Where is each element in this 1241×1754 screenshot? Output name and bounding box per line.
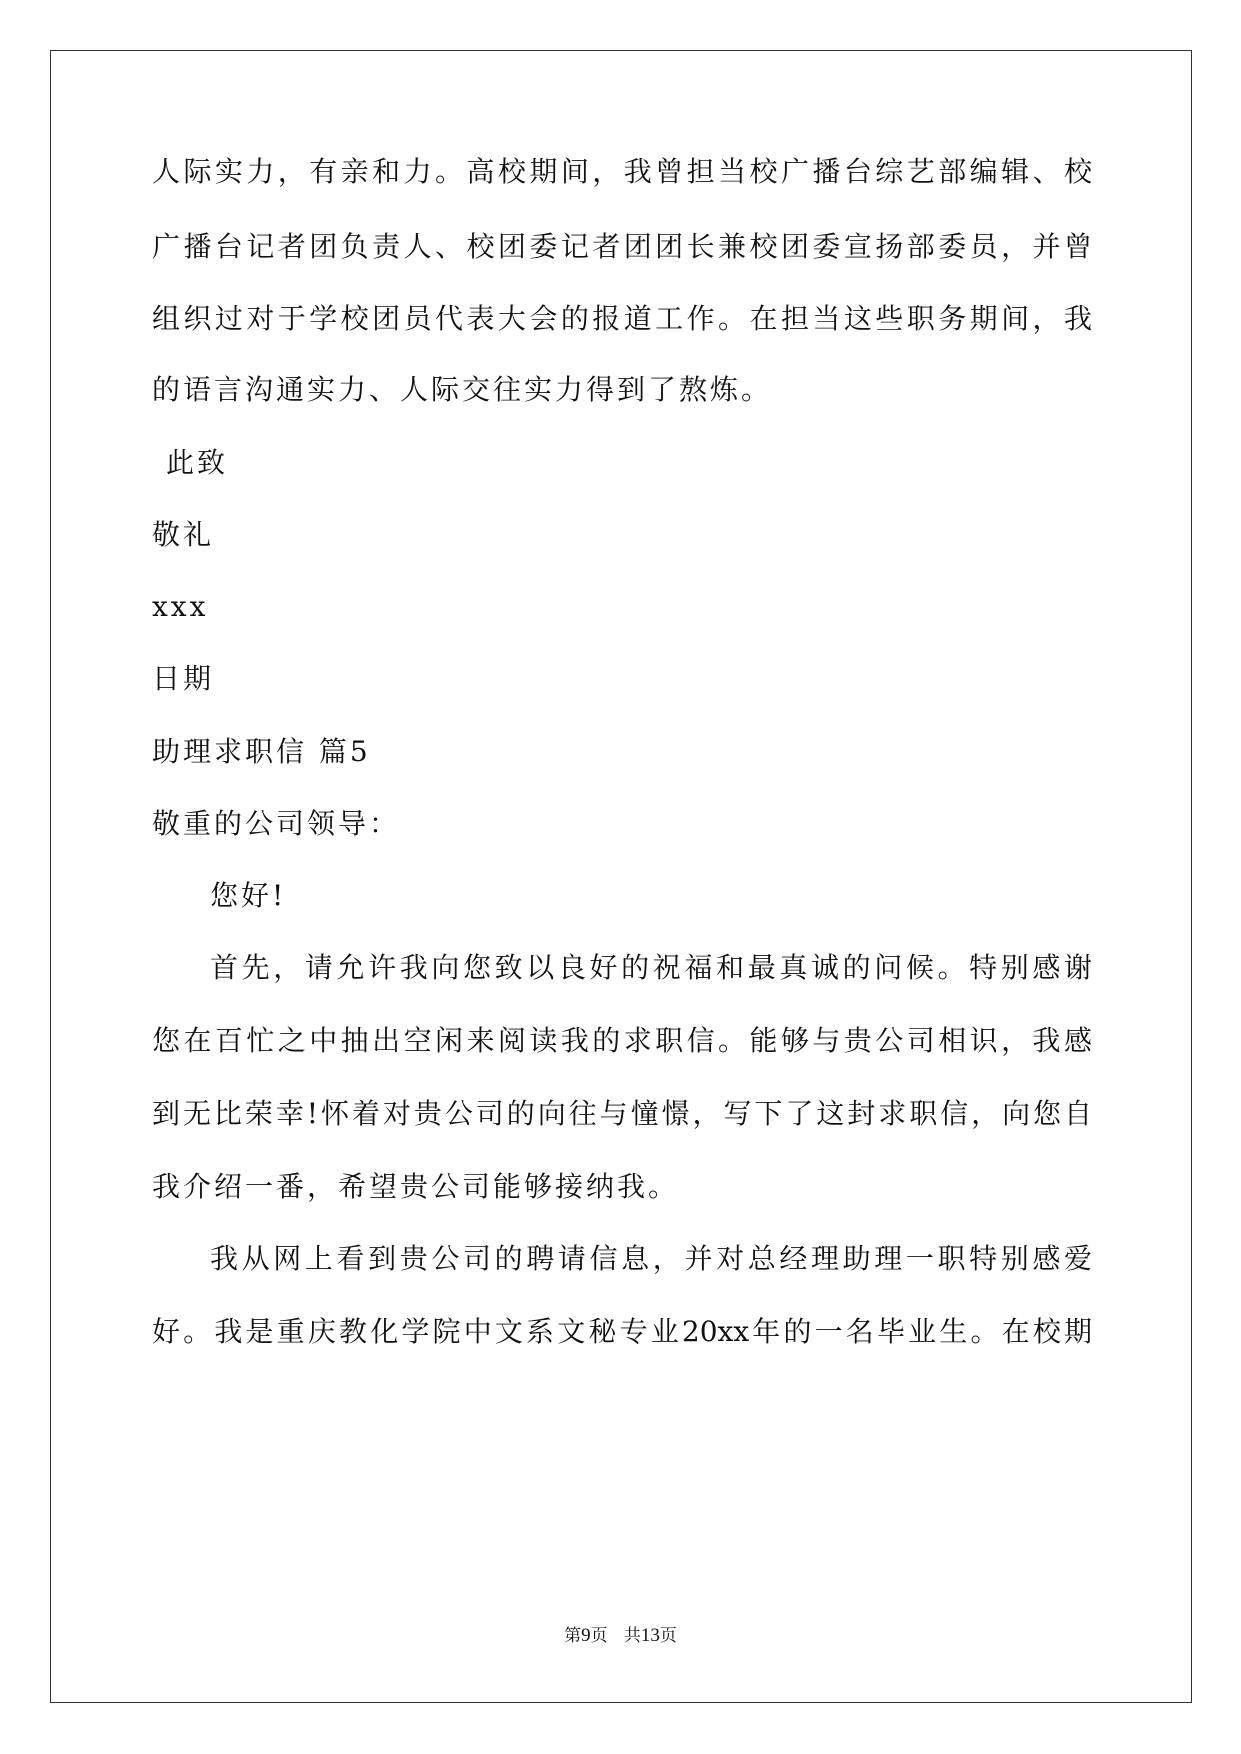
footer-prefix: 第: [564, 1626, 582, 1646]
paragraph-line: 您在百忙之中抽出空闲来阅读我的求职信。能够与贵公司相识，我感: [152, 1024, 1092, 1057]
paragraph-line: 首先，请允许我向您致以良好的祝福和最真诚的问候。特别感谢: [210, 951, 1092, 984]
footer-page-label: 页: [590, 1626, 608, 1646]
total-pages-number: 13: [640, 1625, 660, 1646]
paragraph-line: 广播台记者团负责人、校团委记者团团长兼校团委宣扬部委员，并曾: [152, 230, 1092, 263]
closing-regards: 敬礼: [152, 518, 215, 551]
closing-salutation: 此致: [166, 446, 229, 479]
page-footer: [0, 1624, 1241, 1648]
footer-total-label: 页: [659, 1626, 677, 1646]
paragraph-line: 组织过对于学校团员代表大会的报道工作。在担当这些职务期间，我: [152, 302, 1092, 335]
paragraph-line: 我介绍一番，希望贵公司能够接纳我。: [152, 1170, 680, 1203]
current-page-number: 9: [581, 1625, 591, 1646]
section-title: 助理求职信 篇5: [152, 735, 371, 768]
paragraph-line: 到无比荣幸!怀着对贵公司的向往与憧憬，写下了这封求职信，向您自: [152, 1097, 1092, 1130]
signature-name: xxx: [152, 590, 209, 623]
paragraph-line: 好。我是重庆教化学院中文系文秘专业20xx年的一名毕业生。在校期: [152, 1315, 1092, 1348]
paragraph-line: 人际实力，有亲和力。高校期间，我曾担当校广播台综艺部编辑、校: [152, 155, 1092, 188]
letter-hello: 您好!: [210, 879, 287, 912]
signature-date: 日期: [152, 662, 215, 695]
paragraph-line: 我从网上看到贵公司的聘请信息，并对总经理助理一职特别感爱: [210, 1242, 1092, 1275]
letter-greeting: 敬重的公司领导：: [152, 807, 401, 840]
footer-total-prefix: 共: [623, 1626, 641, 1646]
paragraph-line: 的语言沟通实力、人际交往实力得到了熬炼。: [152, 373, 773, 406]
